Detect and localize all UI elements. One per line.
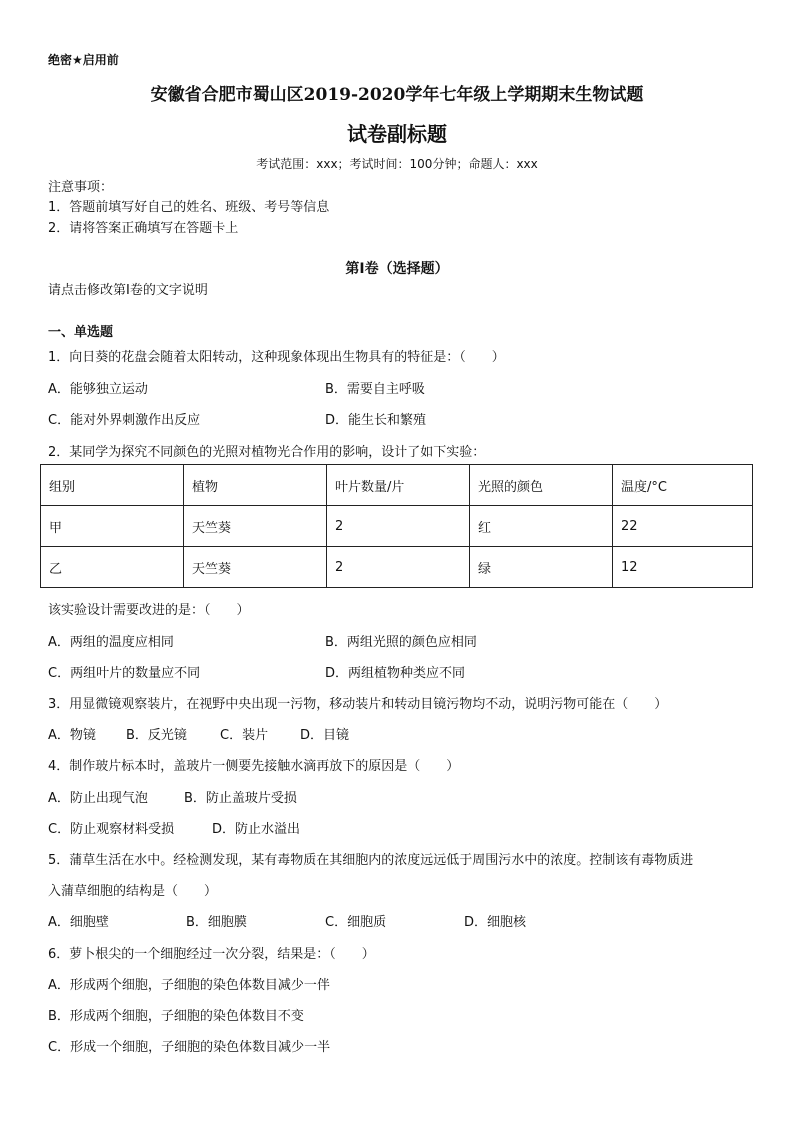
option-a: A．防止出现气泡 xyxy=(48,791,148,806)
question-stem: 1．向日葵的花盘会随着太阳转动，这种现象体现出生物具有的特征是：（ ） xyxy=(48,350,505,365)
option-c: C．两组叶片的数量应不同 xyxy=(48,666,201,681)
option-d: D．两组植物种类应不同 xyxy=(325,666,466,681)
note-item: 2．请将答案正确填写在答题卡上 xyxy=(48,221,239,236)
exam-subtitle: 试卷副标题 xyxy=(347,122,447,146)
option-a: A．能够独立运动 xyxy=(48,382,148,397)
option-d: D．能生长和繁殖 xyxy=(325,413,427,428)
option-b: B．防止盖玻片受损 xyxy=(184,791,297,806)
table-cell: 天竺葵 xyxy=(184,506,327,547)
option-b: B．反光镜 xyxy=(126,728,187,743)
note-item: 1．答题前填写好自己的姓名、班级、考号等信息 xyxy=(48,200,330,215)
question-stem-continued: 入蒲草细胞的结构是（ ） xyxy=(48,884,218,899)
table-cell: 22 xyxy=(613,506,753,547)
table-header-cell: 光照的颜色 xyxy=(470,465,613,506)
table-cell: 12 xyxy=(613,547,753,588)
exam-info: 考试范围：xxx；考试时间：100分钟；命题人：xxx xyxy=(256,157,538,171)
question-stem: 4．制作玻片标本时，盖玻片一侧要先接触水滴再放下的原因是（ ） xyxy=(48,759,460,774)
notes-heading: 注意事项： xyxy=(48,180,114,195)
table-header-cell: 组别 xyxy=(41,465,184,506)
question-stem: 2．某同学为探究不同颜色的光照对植物光合作用的影响，设计了如下实验： xyxy=(48,445,486,460)
exam-title: 安徽省合肥市蜀山区2019-2020学年七年级上学期期末生物试题 xyxy=(150,85,644,105)
option-b: B．两组光照的颜色应相同 xyxy=(325,635,477,650)
table-cell: 甲 xyxy=(41,506,184,547)
option-d: D．防止水溢出 xyxy=(212,822,301,837)
table-header-cell: 植物 xyxy=(184,465,327,506)
option-b: B．细胞膜 xyxy=(186,915,247,930)
question-stem: 3．用显微镜观察装片，在视野中央出现一污物，移动装片和转动目镜污物均不动，说明污物可能在（ ） xyxy=(48,697,668,712)
table-header-cell: 温度/°C xyxy=(613,465,753,506)
option-a: A．两组的温度应相同 xyxy=(48,635,174,650)
table-header-row xyxy=(41,465,753,506)
table-row xyxy=(41,506,753,547)
option-c: C．形成一个细胞，子细胞的染色体数目减少一半 xyxy=(48,1040,331,1055)
option-a: A．物镜 xyxy=(48,728,96,743)
part1-title: 第I卷（选择题） xyxy=(345,261,449,277)
table-cell: 2 xyxy=(327,506,470,547)
option-d: D．目镜 xyxy=(300,728,350,743)
table-cell: 2 xyxy=(327,547,470,588)
part1-instruction: 请点击修改第I卷的文字说明 xyxy=(48,283,208,298)
table-header-cell: 叶片数量/片 xyxy=(327,465,470,506)
option-c: C．细胞质 xyxy=(325,915,387,930)
section-title: 一、单选题 xyxy=(48,325,114,340)
option-d: D．细胞核 xyxy=(464,915,527,930)
table-cell: 绿 xyxy=(470,547,613,588)
option-c: C．能对外界刺激作出反应 xyxy=(48,413,201,428)
table-row xyxy=(41,547,753,588)
experiment-table xyxy=(40,464,753,588)
table-cell: 乙 xyxy=(41,547,184,588)
option-c: C．装片 xyxy=(220,728,269,743)
option-b: B．需要自主呼吸 xyxy=(325,382,425,397)
confidential-label: 绝密★启用前 xyxy=(48,53,119,67)
option-a: A．形成两个细胞，子细胞的染色体数目减少一伴 xyxy=(48,978,330,993)
table-cell: 天竺葵 xyxy=(184,547,327,588)
option-c: C．防止观察材料受损 xyxy=(48,822,175,837)
option-a: A．细胞壁 xyxy=(48,915,109,930)
option-b: B．形成两个细胞，子细胞的染色体数目不变 xyxy=(48,1009,304,1024)
question-stem: 6．萝卜根尖的一个细胞经过一次分裂，结果是：（ ） xyxy=(48,947,375,962)
question-followup: 该实验设计需要改进的是：（ ） xyxy=(48,603,250,618)
question-stem: 5．蒲草生活在水中。经检测发现，某有毒物质在其细胞内的浓度远远低于周围污水中的浓度。控制该有毒物质进 xyxy=(48,853,694,868)
table-cell: 红 xyxy=(470,506,613,547)
